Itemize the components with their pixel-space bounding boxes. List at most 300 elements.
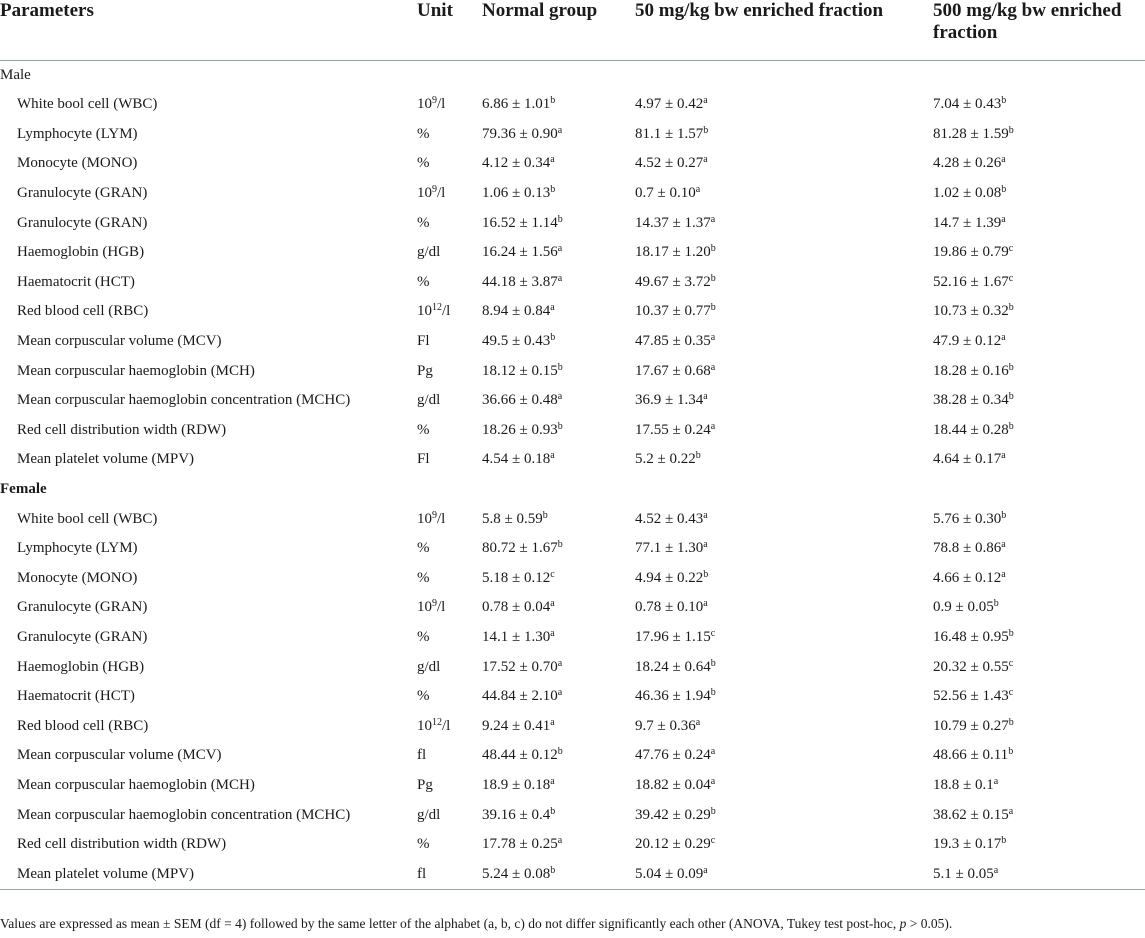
parameter-cell-value: Haematocrit (HCT) [17,273,135,290]
fraction-500-cell-value: 52.56 ± 1.43 [933,688,1009,705]
fraction-500-cell-value: 18.28 ± 0.16 [933,362,1009,379]
table-row [0,652,1145,682]
normal-group-cell [482,268,635,298]
fraction-500-cell-value: 78.8 ± 0.86 [933,540,1002,557]
normal-group-cell-superscript: b [550,184,556,196]
unit-cell-superscript: 12 [432,716,442,728]
unit-cell [417,593,482,623]
fraction-500-cell-value: 52.16 ± 1.67 [933,273,1009,290]
fraction-500-cell-value: 48.66 ± 0.11 [933,747,1009,764]
normal-group-cell-superscript: a [557,243,563,255]
unit-cell-value: % [417,569,430,586]
fraction-500-cell-superscript: b [1008,627,1014,639]
normal-group-cell-superscript: a [550,154,555,166]
unit-cell [417,652,482,682]
fraction-500-cell-superscript: b [993,598,999,610]
table-row [0,356,1145,386]
unit-cell-value: 10 [417,510,432,527]
normal-group-cell-superscript: b [550,864,556,876]
unit-cell-superscript: 9 [432,184,437,196]
fraction-500-cell-superscript: b [1001,184,1007,196]
normal-group-cell [482,327,635,357]
fraction-50-cell-value: 49.67 ± 3.72 [635,273,711,290]
fraction-500-cell-superscript: a [1001,332,1006,344]
fraction-500-cell [933,208,1145,238]
fraction-50-cell-superscript: a [703,539,708,551]
fraction-500-cell-value: 38.62 ± 0.15 [933,806,1009,823]
fraction-50-cell-superscript: a [703,864,708,876]
fraction-50-cell-value: 0.78 ± 0.10 [635,599,704,616]
fraction-500-cell [933,238,1145,268]
parameter-cell-value: Granulocyte (GRAN) [17,599,148,616]
parameter-cell [0,327,417,357]
normal-group-cell-value: 36.66 ± 0.48 [482,392,558,409]
fraction-50-cell [635,268,933,298]
unit-cell-value: % [417,273,430,290]
fraction-500-cell-superscript: b [1008,124,1014,136]
normal-group-cell-value: 14.1 ± 1.30 [482,628,551,645]
fraction-50-cell-superscript: a [695,716,701,728]
fraction-50-cell-superscript: a [710,213,716,225]
parameter-cell-value: Mean corpuscular volume (MCV) [17,333,222,350]
table-row [0,623,1145,653]
parameter-cell [0,149,417,179]
fraction-500-cell-value: 0.9 ± 0.05 [933,599,994,616]
fraction-50-cell [635,741,933,771]
fraction-500-cell [933,593,1145,623]
normal-group-cell [482,741,635,771]
fraction-50-cell-superscript: a [710,420,716,432]
fraction-50-cell-value: 39.42 ± 0.29 [635,806,711,823]
normal-group-cell [482,297,635,327]
fraction-500-cell [933,386,1145,416]
parameter-cell-value: Monocyte (MONO) [17,155,138,172]
parameter-cell-value: Haematocrit (HCT) [17,688,135,705]
fraction-500-cell [933,652,1145,682]
fraction-500-cell-superscript: b [1001,95,1007,107]
normal-group-cell [482,564,635,594]
table-row [0,741,1145,771]
unit-cell-value: 10 [417,96,432,113]
unit-cell [417,800,482,830]
fraction-500-cell-value: 4.66 ± 0.12 [933,569,1002,586]
unit-cell-value: g/dl [417,658,441,675]
normal-group-cell-value: 4.12 ± 0.34 [482,155,551,172]
header-parameters: Parameters [0,0,417,61]
fraction-50-cell [635,208,933,238]
normal-group-cell-superscript: b [557,746,563,758]
fraction-500-cell-value: 7.04 ± 0.43 [933,96,1002,113]
table-row [0,268,1145,298]
fraction-50-cell-superscript: b [695,450,701,462]
unit-cell [417,327,482,357]
unit-cell-value: 10 [417,303,432,320]
normal-group-cell-value: 17.78 ± 0.25 [482,836,558,853]
fraction-500-cell-superscript: b [1008,420,1014,432]
unit-cell-value: g/dl [417,244,441,261]
unit-cell [417,90,482,120]
normal-group-cell-value: 5.24 ± 0.08 [482,865,551,882]
fraction-50-cell-superscript: b [710,687,716,699]
normal-group-cell-value: 49.5 ± 0.43 [482,333,551,350]
parameter-cell [0,297,417,327]
normal-group-cell-value: 5.8 ± 0.59 [482,510,543,527]
fraction-500-cell-value: 18.8 ± 0.1 [933,776,994,793]
parameter-cell-value: White bool cell (WBC) [17,96,158,113]
section-label-male: Male [0,67,31,83]
normal-group-cell-value: 1.06 ± 0.13 [482,185,551,202]
normal-group-cell-superscript: a [557,657,563,669]
fraction-50-cell-superscript: b [710,243,716,255]
fraction-50-cell [635,652,933,682]
unit-cell-suffix: /l [442,717,451,734]
parameter-cell [0,268,417,298]
parameter-cell [0,238,417,268]
normal-group-cell [482,504,635,534]
normal-group-cell-value: 79.36 ± 0.90 [482,125,558,142]
unit-cell [417,416,482,446]
fraction-50-cell-value: 47.85 ± 0.35 [635,333,711,350]
table-row [0,179,1145,209]
parameter-cell-value: Red cell distribution width (RDW) [17,836,227,853]
fraction-500-cell-value: 19.86 ± 0.79 [933,244,1009,261]
normal-group-cell [482,120,635,150]
fraction-500-cell-value: 20.32 ± 0.55 [933,658,1009,675]
fraction-500-cell-superscript: c [1008,687,1014,699]
fraction-50-cell-value: 81.1 ± 1.57 [635,125,704,142]
normal-group-cell [482,859,635,889]
fraction-500-cell-superscript: a [993,775,999,787]
unit-cell-suffix: /l [437,599,446,616]
normal-group-cell-value: 18.26 ± 0.93 [482,421,558,438]
unit-cell-value: 10 [417,599,432,616]
normal-group-cell [482,208,635,238]
fraction-500-cell-superscript: b [1001,509,1007,521]
unit-cell-value: Pg [417,776,433,793]
parameter-cell-value: Granulocyte (GRAN) [17,214,148,231]
fraction-50-cell [635,682,933,712]
fraction-500-cell-value: 19.3 ± 0.17 [933,836,1002,853]
normal-group-cell [482,623,635,653]
normal-group-cell [482,179,635,209]
normal-group-cell [482,800,635,830]
normal-group-cell-value: 80.72 ± 1.67 [482,540,558,557]
normal-group-cell [482,90,635,120]
normal-group-cell-superscript: a [550,716,555,728]
parameter-cell-value: Mean corpuscular haemoglobin (MCH) [17,362,255,379]
unit-cell [417,149,482,179]
unit-cell-superscript: 9 [432,598,437,610]
fraction-500-cell [933,771,1145,801]
table-row [0,534,1145,564]
normal-group-cell-superscript: a [550,302,555,314]
table-row [0,238,1145,268]
unit-cell-value: g/dl [417,806,441,823]
unit-cell-value: Fl [417,451,430,468]
table-footnote [0,916,952,932]
table-row [0,771,1145,801]
parameter-cell [0,445,417,475]
fraction-500-cell-superscript: b [1008,302,1014,314]
fraction-500-cell [933,149,1145,179]
normal-group-cell-superscript: b [550,95,556,107]
normal-group-cell-superscript: a [550,598,555,610]
unit-cell-value: % [417,125,430,142]
fraction-500-cell [933,741,1145,771]
parameter-cell [0,120,417,150]
unit-cell [417,534,482,564]
fraction-500-cell [933,682,1145,712]
normal-group-cell-value: 18.9 ± 0.18 [482,776,551,793]
parameter-cell [0,416,417,446]
normal-group-cell-superscript: a [557,835,563,847]
table-body [0,61,1145,890]
normal-group-cell-value: 44.84 ± 2.10 [482,688,558,705]
fraction-50-cell [635,771,933,801]
header-unit: Unit [417,0,482,61]
fraction-50-cell [635,120,933,150]
footnote-p-symbol: p [899,916,907,931]
fraction-500-cell-superscript: c [1008,272,1014,284]
normal-group-cell-superscript: a [557,391,563,403]
fraction-50-cell [635,711,933,741]
table-row [0,800,1145,830]
fraction-500-cell-value: 10.73 ± 0.32 [933,303,1009,320]
fraction-500-cell-value: 38.28 ± 0.34 [933,392,1009,409]
fraction-500-cell-superscript: a [1001,154,1006,166]
unit-cell-superscript: 12 [432,302,442,314]
unit-cell [417,564,482,594]
normal-group-cell [482,593,635,623]
normal-group-cell-superscript: a [550,775,555,787]
unit-cell-value: % [417,628,430,645]
fraction-500-cell [933,504,1145,534]
header-50mg-fraction: 50 mg/kg bw enriched fraction [635,0,933,61]
fraction-500-cell [933,179,1145,209]
unit-cell [417,386,482,416]
normal-group-cell-value: 16.24 ± 1.56 [482,244,558,261]
unit-cell-value: fl [417,865,427,882]
unit-cell-value: Fl [417,333,430,350]
fraction-50-cell-value: 18.82 ± 0.04 [635,776,711,793]
fraction-50-cell-superscript: a [710,361,716,373]
normal-group-cell-superscript: c [550,568,555,580]
fraction-500-cell-superscript: b [1001,835,1007,847]
fraction-50-cell-value: 17.67 ± 0.68 [635,362,711,379]
table-row [0,416,1145,446]
fraction-500-cell-superscript: c [1008,657,1014,669]
parameter-cell [0,593,417,623]
parameter-cell [0,208,417,238]
fraction-50-cell [635,297,933,327]
fraction-500-cell-superscript: a [1001,539,1006,551]
parameter-cell [0,386,417,416]
parameter-cell-value: Granulocyte (GRAN) [17,185,148,202]
normal-group-cell-superscript: b [557,539,563,551]
parameter-cell-value: Red cell distribution width (RDW) [17,421,227,438]
fraction-50-cell [635,445,933,475]
fraction-500-cell [933,268,1145,298]
fraction-50-cell-value: 14.37 ± 1.37 [635,214,711,231]
table-row [0,90,1145,120]
fraction-50-cell-superscript: a [703,509,708,521]
parameter-cell [0,830,417,860]
fraction-50-cell-superscript: b [710,272,716,284]
normal-group-cell-value: 16.52 ± 1.14 [482,214,558,231]
parameter-cell [0,534,417,564]
unit-cell-value: % [417,155,430,172]
unit-cell [417,830,482,860]
fraction-50-cell-value: 4.52 ± 0.43 [635,510,704,527]
fraction-50-cell-superscript: c [710,835,716,847]
fraction-500-cell-superscript: b [1008,746,1014,758]
fraction-500-cell-value: 1.02 ± 0.08 [933,185,1002,202]
unit-cell [417,711,482,741]
unit-cell-value: 10 [417,185,432,202]
fraction-50-cell [635,623,933,653]
table-row [0,120,1145,150]
table-row [0,149,1145,179]
table-row [0,297,1145,327]
fraction-500-cell-value: 4.64 ± 0.17 [933,451,1002,468]
header-row [0,0,1145,61]
parameter-cell [0,179,417,209]
section-label-female: Female [0,481,47,498]
unit-cell [417,859,482,889]
normal-group-cell-superscript: b [550,332,556,344]
table-row [0,445,1145,475]
fraction-50-cell-superscript: a [695,184,701,196]
parameter-cell [0,682,417,712]
fraction-500-cell-value: 5.76 ± 0.30 [933,510,1002,527]
normal-group-cell-value: 8.94 ± 0.84 [482,303,551,320]
unit-cell [417,771,482,801]
unit-cell-value: % [417,688,430,705]
fraction-500-cell-value: 16.48 ± 0.95 [933,628,1009,645]
unit-cell [417,445,482,475]
fraction-50-cell [635,564,933,594]
header-500mg-fraction: 500 mg/kg bw enriched fraction [933,0,1145,61]
normal-group-cell-value: 18.12 ± 0.15 [482,362,558,379]
parameter-cell-value: Red blood cell (RBC) [17,303,149,320]
fraction-50-cell [635,238,933,268]
fraction-50-cell [635,800,933,830]
fraction-500-cell-value: 10.79 ± 0.27 [933,717,1009,734]
parameter-cell [0,90,417,120]
fraction-50-cell [635,416,933,446]
fraction-500-cell-superscript: a [1001,568,1006,580]
unit-cell-value: % [417,214,430,231]
unit-cell [417,741,482,771]
fraction-50-cell-value: 10.37 ± 0.77 [635,303,711,320]
fraction-50-cell-value: 17.55 ± 0.24 [635,421,711,438]
fraction-50-cell-value: 4.52 ± 0.27 [635,155,704,172]
header-normal-group: Normal group [482,0,635,61]
fraction-500-cell-superscript: b [1008,391,1014,403]
unit-cell-suffix: /l [437,96,446,113]
fraction-500-cell [933,120,1145,150]
fraction-50-cell-superscript: a [710,746,716,758]
parameter-cell-value: Mean platelet volume (MPV) [17,451,195,468]
fraction-50-cell [635,859,933,889]
parameter-cell-value: Mean corpuscular haemoglobin concentration (MCHC) [17,806,351,823]
normal-group-cell [482,416,635,446]
normal-group-cell [482,386,635,416]
normal-group-cell-value: 44.18 ± 3.87 [482,273,558,290]
fraction-500-cell [933,623,1145,653]
unit-cell-superscript: 9 [432,509,437,521]
fraction-500-cell [933,564,1145,594]
unit-cell-value: % [417,836,430,853]
unit-cell-value: g/dl [417,392,441,409]
unit-cell-value: % [417,540,430,557]
table-row [0,504,1145,534]
fraction-500-cell-superscript: a [993,864,999,876]
unit-cell-value: % [417,421,430,438]
parameter-cell-value: Mean corpuscular haemoglobin (MCH) [17,776,255,793]
fraction-50-cell [635,534,933,564]
normal-group-cell-superscript: a [557,124,563,136]
fraction-50-cell [635,504,933,534]
fraction-50-cell [635,149,933,179]
fraction-500-cell-superscript: b [1008,361,1014,373]
fraction-50-cell-value: 18.17 ± 1.20 [635,244,711,261]
fraction-500-cell-value: 18.44 ± 0.28 [933,421,1009,438]
normal-group-cell-value: 6.86 ± 1.01 [482,96,551,113]
section-row-female [0,475,1145,505]
table-row [0,593,1145,623]
unit-cell [417,120,482,150]
unit-cell-suffix: /l [442,303,451,320]
unit-cell [417,238,482,268]
unit-cell-suffix: /l [437,510,446,527]
fraction-500-cell [933,711,1145,741]
normal-group-cell-superscript: b [557,420,563,432]
unit-cell-superscript: 9 [432,95,437,107]
fraction-50-cell [635,179,933,209]
fraction-50-cell-superscript: a [703,95,708,107]
fraction-500-cell [933,90,1145,120]
normal-group-cell [482,534,635,564]
fraction-50-cell-superscript: c [710,627,716,639]
normal-group-cell [482,356,635,386]
parameter-cell-value: Granulocyte (GRAN) [17,628,148,645]
parameter-cell [0,859,417,889]
fraction-500-cell [933,800,1145,830]
fraction-500-cell-superscript: a [1001,213,1006,225]
fraction-500-cell [933,859,1145,889]
fraction-50-cell-superscript: a [710,332,716,344]
fraction-50-cell-value: 9.7 ± 0.36 [635,717,696,734]
fraction-500-cell [933,534,1145,564]
fraction-500-cell-value: 47.9 ± 0.12 [933,333,1002,350]
parameter-cell-value: Lymphocyte (LYM) [17,540,138,557]
fraction-50-cell-superscript: a [710,775,716,787]
table-row [0,208,1145,238]
normal-group-cell-superscript: a [550,627,555,639]
fraction-50-cell-value: 77.1 ± 1.30 [635,540,704,557]
fraction-500-cell [933,416,1145,446]
table-row [0,327,1145,357]
fraction-50-cell [635,356,933,386]
fraction-50-cell-superscript: a [703,391,708,403]
fraction-50-cell-value: 0.7 ± 0.10 [635,185,696,202]
normal-group-cell-value: 39.16 ± 0.4 [482,806,551,823]
normal-group-cell-superscript: b [557,213,563,225]
fraction-50-cell-superscript: b [703,124,709,136]
normal-group-cell [482,445,635,475]
parameter-cell-value: Haemoglobin (HGB) [17,244,145,261]
